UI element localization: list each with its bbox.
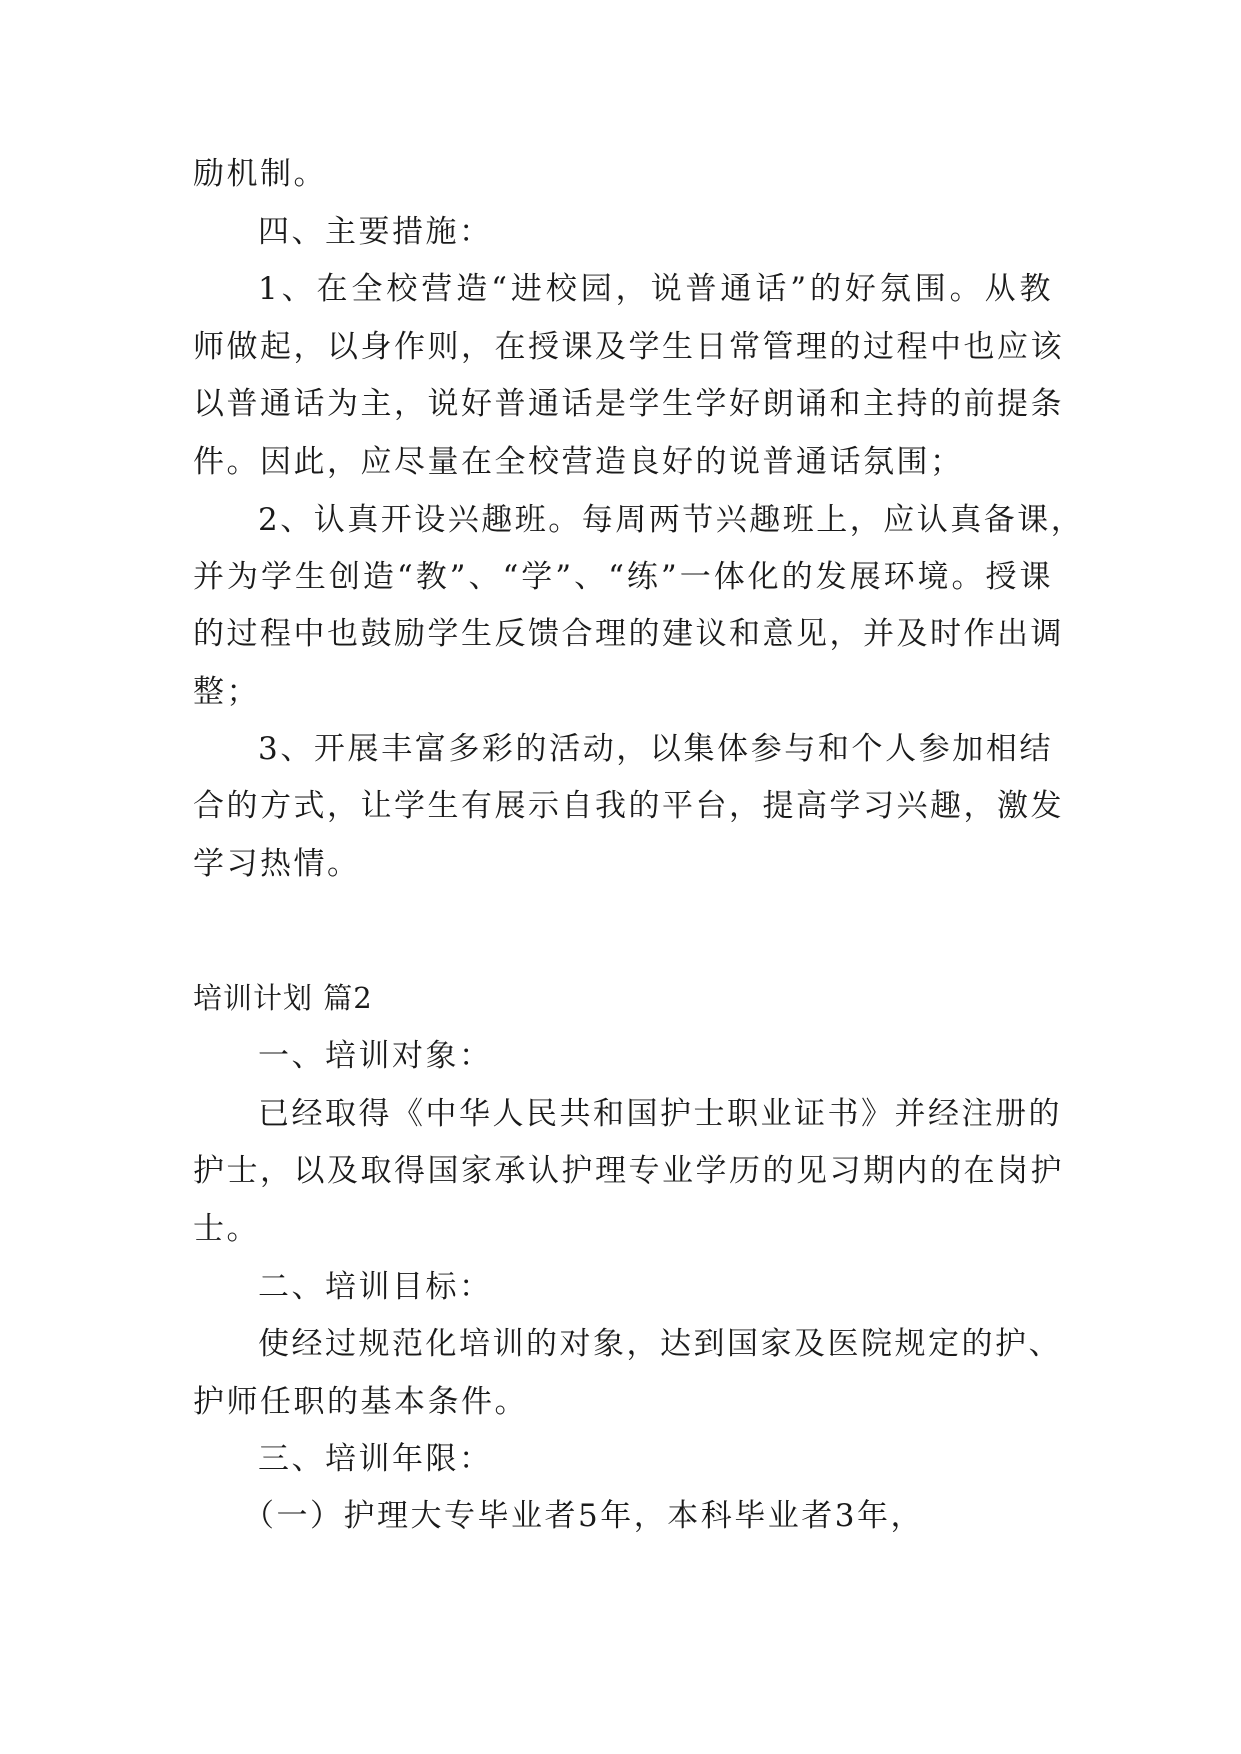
article-title: 培训计划 篇2 [193,981,373,1015]
section-heading: 二、培训目标： [258,1269,493,1305]
paragraph-line: 并为学生创造“教”、“学”、“练”一体化的发展环境。授课 [193,559,1053,595]
paragraph-line: 整； [193,674,260,710]
paragraph-line: 的过程中也鼓励学生反馈合理的建议和意见，并及时作出调 [193,616,1064,652]
section-heading: 一、培训对象： [258,1038,493,1074]
paragraph-line: 2、认真开设兴趣班。每周两节兴趣班上，应认真备课， [258,502,1085,538]
paragraph-line: 使经过规范化培训的对象，达到国家及医院规定的护、 [258,1326,1062,1362]
paragraph-line: 护师任职的基本条件。 [193,1384,528,1420]
paragraph-line: 士。 [193,1211,260,1247]
paragraph-line: 励机制。 [193,156,327,192]
paragraph-line: 件。因此，应尽量在全校营造良好的说普通话氛围； [193,444,964,480]
paragraph-line: 3、开展丰富多彩的活动，以集体参与和个人参加相结 [258,731,1053,767]
paragraph-line: 1、在全校营造“进校园，说普通话”的好氛围。从教 [258,271,1053,307]
paragraph-line: 师做起，以身作则，在授课及学生日常管理的过程中也应该 [193,329,1064,365]
section-heading: 四、主要措施： [258,214,493,250]
paragraph-line: 以普通话为主，说好普通话是学生学好朗诵和主持的前提条 [193,386,1064,422]
paragraph-line: （一）护理大专毕业者5年，本科毕业者3年， [243,1498,924,1534]
paragraph-line: 合的方式，让学生有展示自我的平台，提高学习兴趣，激发 [193,788,1064,824]
section-heading: 三、培训年限： [258,1441,493,1477]
paragraph-line: 护士，以及取得国家承认护理专业学历的见习期内的在岗护 [193,1153,1064,1189]
paragraph-line: 学习热情。 [193,846,361,882]
paragraph-line: 已经取得《中华人民共和国护士职业证书》并经注册的 [258,1096,1062,1132]
